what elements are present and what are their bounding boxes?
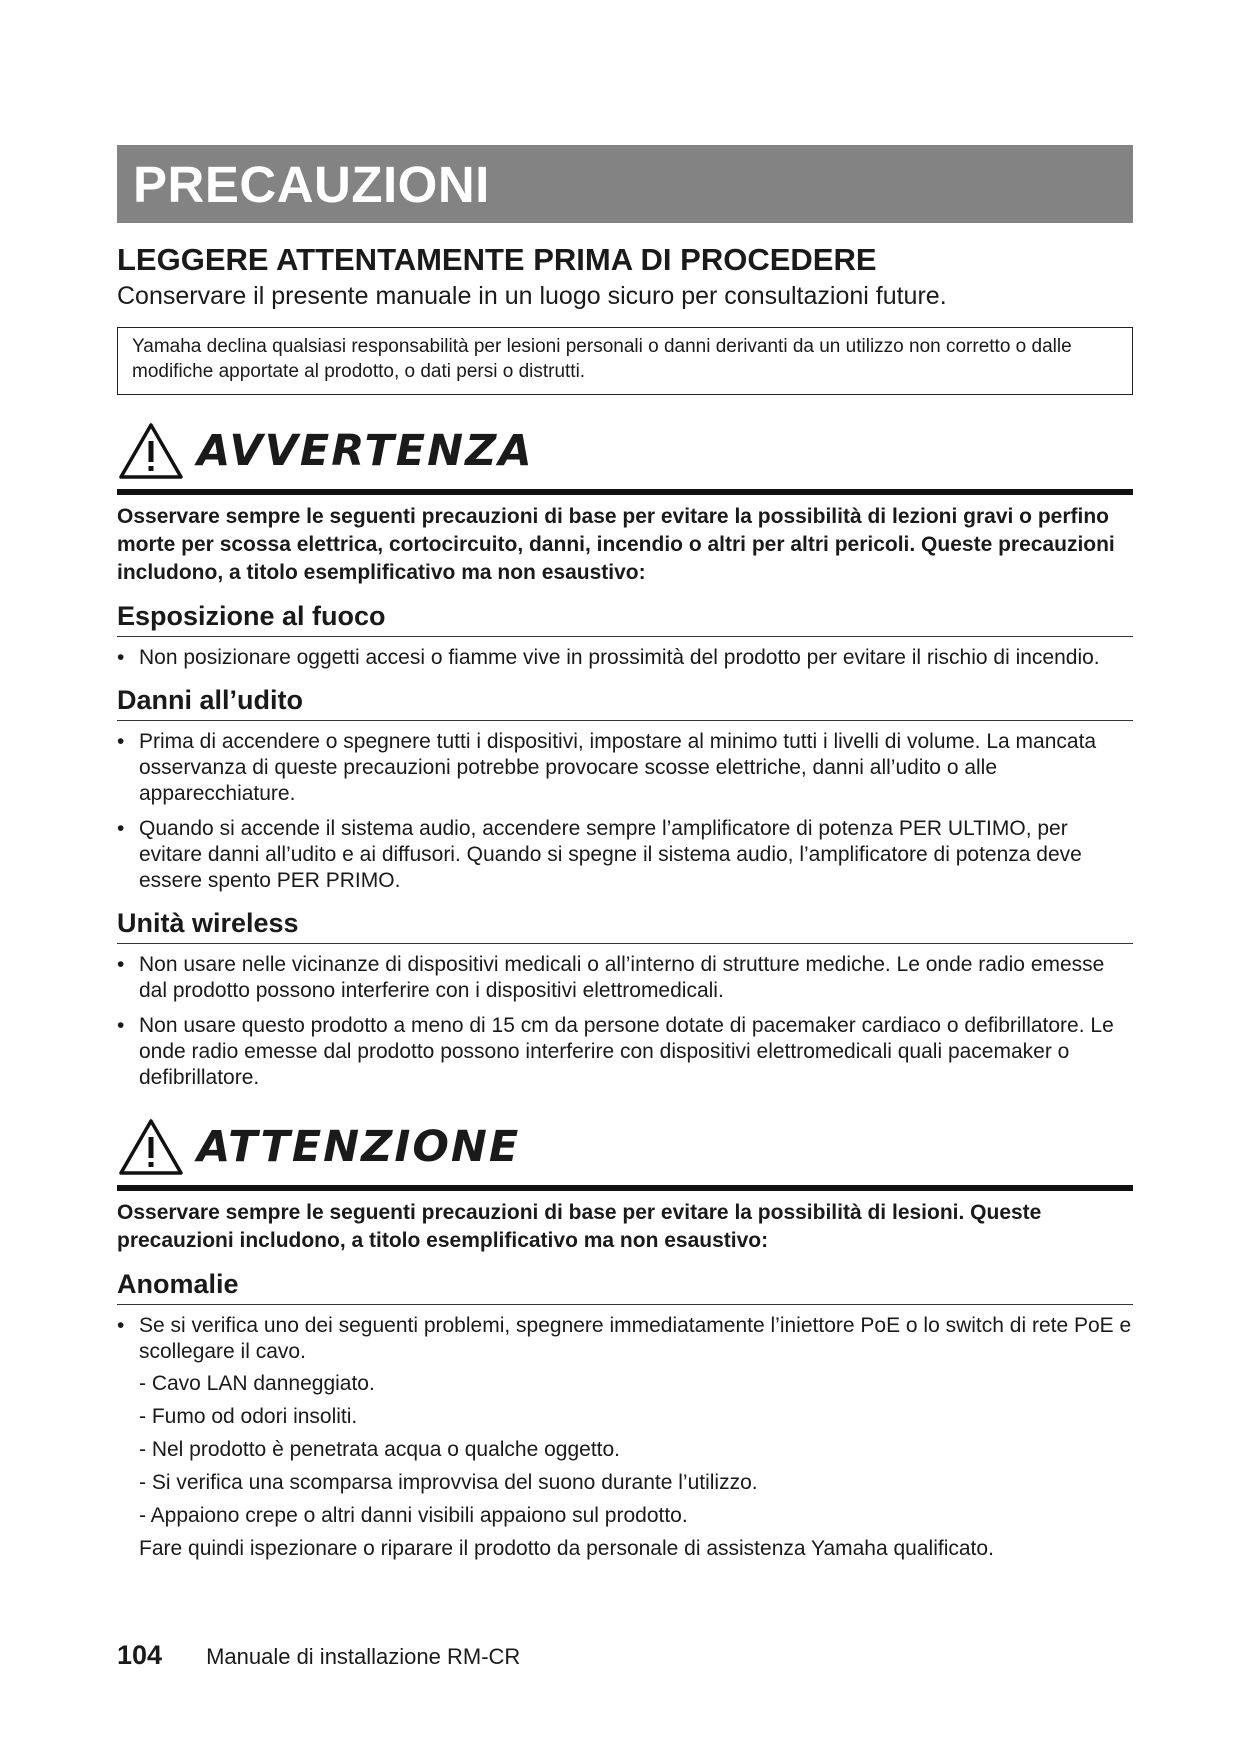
- page-footer: [117, 1640, 520, 1671]
- bullet-icon: •: [117, 817, 125, 840]
- section-list-udito: [117, 729, 1133, 894]
- page-title: PRECAUZIONI: [133, 155, 490, 213]
- sub-list-item: - Nel prodotto è penetrata acqua o qualche oggetto.: [139, 1438, 621, 1461]
- section-list-wireless: [117, 952, 1133, 1091]
- section-list-anomalie: [117, 1313, 1133, 1562]
- caution-intro: Osservare sempre le seguenti precauzioni di base per evitare la possibilità di lesioni. Queste precauzioni includono, a titolo esemplificativo ma non esaustivo:: [117, 1201, 1042, 1252]
- warning-header: [117, 419, 1133, 483]
- list-item: • Prima di accendere o spegnere tutti i dispositivi, impostare al minimo tutti i livelli di volume. La mancata osservanza di queste precauzioni potrebbe provocare scosse elettriche, danni all’udito o alle apparecchiature.: [117, 730, 1097, 805]
- document-name: Manuale di installazione RM-CR: [206, 1644, 521, 1669]
- disclaimer-box: Yamaha declina qualsiasi responsabilità per lesioni personali o danni derivanti da un utilizzo non corretto o dalle modifiche apportate al prodotto, o dati persi o distrutti.: [117, 327, 1133, 395]
- warning-title: AVVERTENZA: [197, 426, 534, 476]
- title-bar: [117, 145, 1133, 223]
- sub-list-item: - Appaiono crepe o altri danni visibili appaiono sul prodotto.: [139, 1504, 688, 1527]
- bullet-icon: •: [117, 730, 125, 753]
- caution-header: [117, 1115, 1133, 1179]
- list-item: • Non usare questo prodotto a meno di 15 cm da persone dotate di pacemaker cardiaco o defibrillatore. Le onde radio emesse dal prodotto possono interferire con dispositivi elettromedicali quali pacemaker o defibrillatore.: [117, 1014, 1114, 1089]
- page-number: 104: [117, 1640, 163, 1670]
- bullet-icon: •: [117, 1014, 125, 1037]
- lead-subheading: Conservare il presente manuale in un luogo sicuro per consultazioni future.: [117, 282, 947, 310]
- anomalie-subitems: [139, 1371, 1133, 1529]
- caution-rule: [117, 1185, 1133, 1191]
- lead-heading: LEGGERE ATTENTAMENTE PRIMA DI PROCEDERE: [117, 242, 877, 277]
- list-item: • Non posizionare oggetti accesi o fiamme vive in prossimità del prodotto per evitare il rischio di incendio.: [117, 646, 1100, 669]
- caution-title: ATTENZIONE: [197, 1122, 521, 1172]
- sub-list-item: - Si verifica una scomparsa improvvisa del suono durante l’utilizzo.: [139, 1471, 758, 1494]
- list-item: • Non usare nelle vicinanze di dispositivi medicali o all’interno di strutture mediche. Le onde radio emesse dal prodotto possono interferire con i dispositivi elettromedicali.: [117, 953, 1105, 1002]
- anomalie-tail: Fare quindi ispezionare o riparare il prodotto da personale di assistenza Yamaha qualificato.: [139, 1537, 994, 1560]
- warning-triangle-icon: [117, 421, 185, 481]
- section-list-fuoco: [117, 645, 1133, 671]
- bullet-icon: •: [117, 646, 125, 669]
- section-title-anomalie: Anomalie: [117, 1267, 1133, 1305]
- page-content: [117, 145, 1133, 1571]
- warning-intro: Osservare sempre le seguenti precauzioni di base per evitare la possibilità di lezioni gravi o perfino morte per scossa elettrica, cortocircuito, danni, incendio o altri per altri pericoli. Queste precauzioni includono, a titolo esemplificativo ma non esaustivo:: [117, 505, 1115, 584]
- bullet-icon: •: [117, 1314, 125, 1337]
- section-title-udito: Danni all’udito: [117, 683, 1133, 721]
- sub-list-item: - Cavo LAN danneggiato.: [139, 1372, 375, 1395]
- bullet-icon: •: [117, 953, 125, 976]
- list-item: • Quando si accende il sistema audio, accendere sempre l’amplificatore di potenza PER ULTIMO, per evitare danni all’udito e ai diffusori. Quando si spegne il sistema audio, l’amplificatore di potenza deve essere spento PER PRIMO.: [117, 817, 1082, 892]
- list-item: • Se si verifica uno dei seguenti problemi, spegnere immediatamente l’iniettore PoE o lo switch di rete PoE e scollegare il cavo. - Cavo LAN danneggiato. - Fumo od odori insoliti. - Nel prodotto è penetrata acqua o qualche oggetto. - Si verifica una scomparsa improvvisa del suono durante l’utilizzo. - Appaiono crepe o altri danni visibili appaiono sul prodotto. Fare quindi ispezionare o riparare il prodotto da personale di assistenza Yamaha qualificato.: [117, 1314, 1132, 1560]
- section-title-wireless: Unità wireless: [117, 906, 1133, 944]
- warning-triangle-icon: [117, 1117, 185, 1177]
- section-title-fuoco: Esposizione al fuoco: [117, 599, 1133, 637]
- sub-list-item: - Fumo od odori insoliti.: [139, 1405, 358, 1428]
- warning-rule: [117, 489, 1133, 495]
